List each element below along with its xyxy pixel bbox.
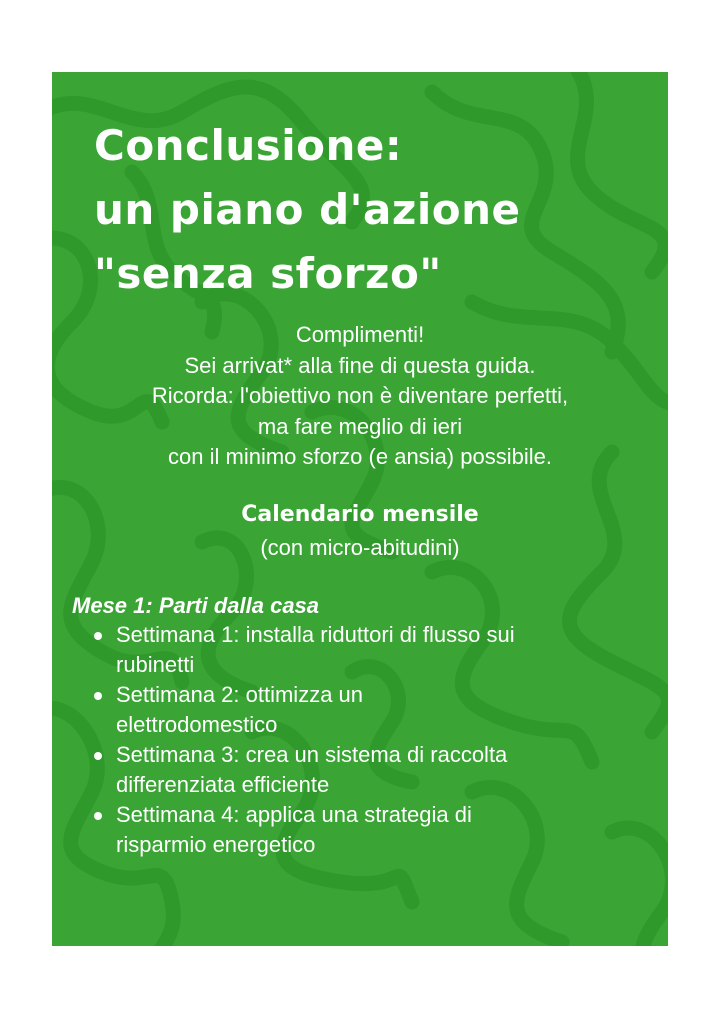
list-item-text: [116, 740, 652, 800]
green-panel: [52, 72, 668, 946]
list-item-line: elettrodomestico: [116, 712, 278, 737]
list-item-line: Settimana 4: applica una strategia di: [116, 802, 472, 827]
list-item-line: differenziata efficiente: [116, 772, 330, 797]
list-item-line: Settimana 1: installa riduttori di flusso sui: [116, 622, 515, 647]
page-title: [94, 114, 520, 306]
calendar-heading: Calendario mensile: [241, 502, 479, 527]
intro-line-2: Sei arrivat* alla fine di questa guida.: [184, 352, 536, 378]
list-item: [92, 620, 652, 680]
calendar-note: (con micro-abitudini): [260, 535, 460, 560]
bullet-icon: [94, 752, 102, 760]
title-line-2: un piano d'azione: [94, 185, 521, 234]
list-item-line: Settimana 3: crea un sistema di raccolta: [116, 742, 508, 767]
bullet-icon: [94, 692, 102, 700]
list-item-text: [116, 680, 652, 740]
list-item-line: risparmio energetico: [116, 832, 316, 857]
title-line-1: Conclusione:: [94, 121, 403, 170]
bullet-icon: [94, 632, 102, 640]
bullet-icon: [94, 812, 102, 820]
intro-line-1: Complimenti!: [295, 322, 425, 347]
intro-paragraph: [52, 320, 668, 473]
intro-line-5: con il minimo sforzo (e ansia) possibile.: [168, 444, 552, 469]
list-item-text: [116, 620, 652, 680]
list-item: [92, 680, 652, 740]
month-1-week-list: [92, 620, 652, 860]
list-item-text: [116, 800, 652, 860]
intro-line-4: ma fare meglio di ieri: [257, 413, 463, 439]
month-1-heading: Mese 1: Parti dalla casa: [72, 593, 320, 618]
list-item: [92, 800, 652, 860]
list-item: [92, 740, 652, 800]
list-item-line: Settimana 2: ottimizza un: [116, 682, 364, 707]
list-item-line: rubinetti: [116, 652, 195, 677]
title-line-3: "senza sforzo": [94, 249, 442, 298]
intro-line-3: Ricorda: l'obiettivo non è diventare perfetti,: [151, 383, 569, 408]
